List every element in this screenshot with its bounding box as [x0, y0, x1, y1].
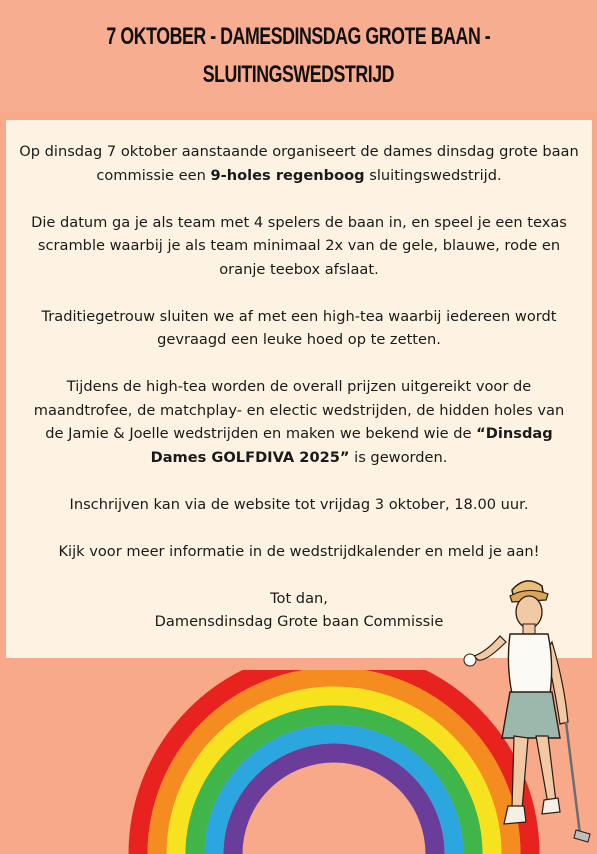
page-title: [107, 18, 491, 94]
paragraph-registration: Inschrijven kan via de website tot vrijdag 3 oktober, 18.00 uur.: [69, 495, 529, 513]
announcement-text: [6, 120, 592, 634]
paragraph-intro: Op dinsdag 7 oktober aanstaande organiseert de dames dinsdag grote baan commissie een 9-holes regenboog sluitingswedstrijd.: [19, 143, 579, 184]
title-line-2: SLUITINGSWEDSTRIJD: [202, 61, 395, 88]
header-banner: [0, 0, 597, 112]
title-line-1: 7 OKTOBER - DAMESDINSDAG GROTE BAAN -: [106, 23, 491, 50]
signature-committee: Damensdinsdag Grote baan Commissie: [154, 613, 444, 630]
paragraph-prizes: Tijdens de high-tea worden de overall prijzen uitgereikt voor de maandtrofee, de matchplay- en electic wedstrijden, de hidden holes van de Jamie & Joelle wedstrijden en maken we bekend wie de “Dinsdag Dames GOLFDIVA 2025” is geworden.: [33, 378, 565, 466]
golfer-illustration: [456, 572, 596, 854]
highlight-format: 9-holes regenboog: [210, 166, 365, 184]
signature-greeting: Tot dan,: [270, 589, 328, 607]
paragraph-high-tea: Traditiegetrouw sluiten we af met een high-tea waarbij iedereen wordt gevraagd een leuke hoed op te zetten.: [41, 307, 557, 348]
highlight-golfdiva: “Dinsdag Dames GOLFDIVA 2025”: [150, 425, 553, 466]
paragraph-calendar: Kijk voor meer informatie in de wedstrijdkalender en meld je aan!: [58, 542, 540, 560]
paragraph-format: Die datum ga je als team met 4 spelers de baan in, en speel je een texas scramble waarbij je als team minimaal 2x van de gele, blauwe, rode en oranje teebox afslaat.: [31, 213, 567, 278]
